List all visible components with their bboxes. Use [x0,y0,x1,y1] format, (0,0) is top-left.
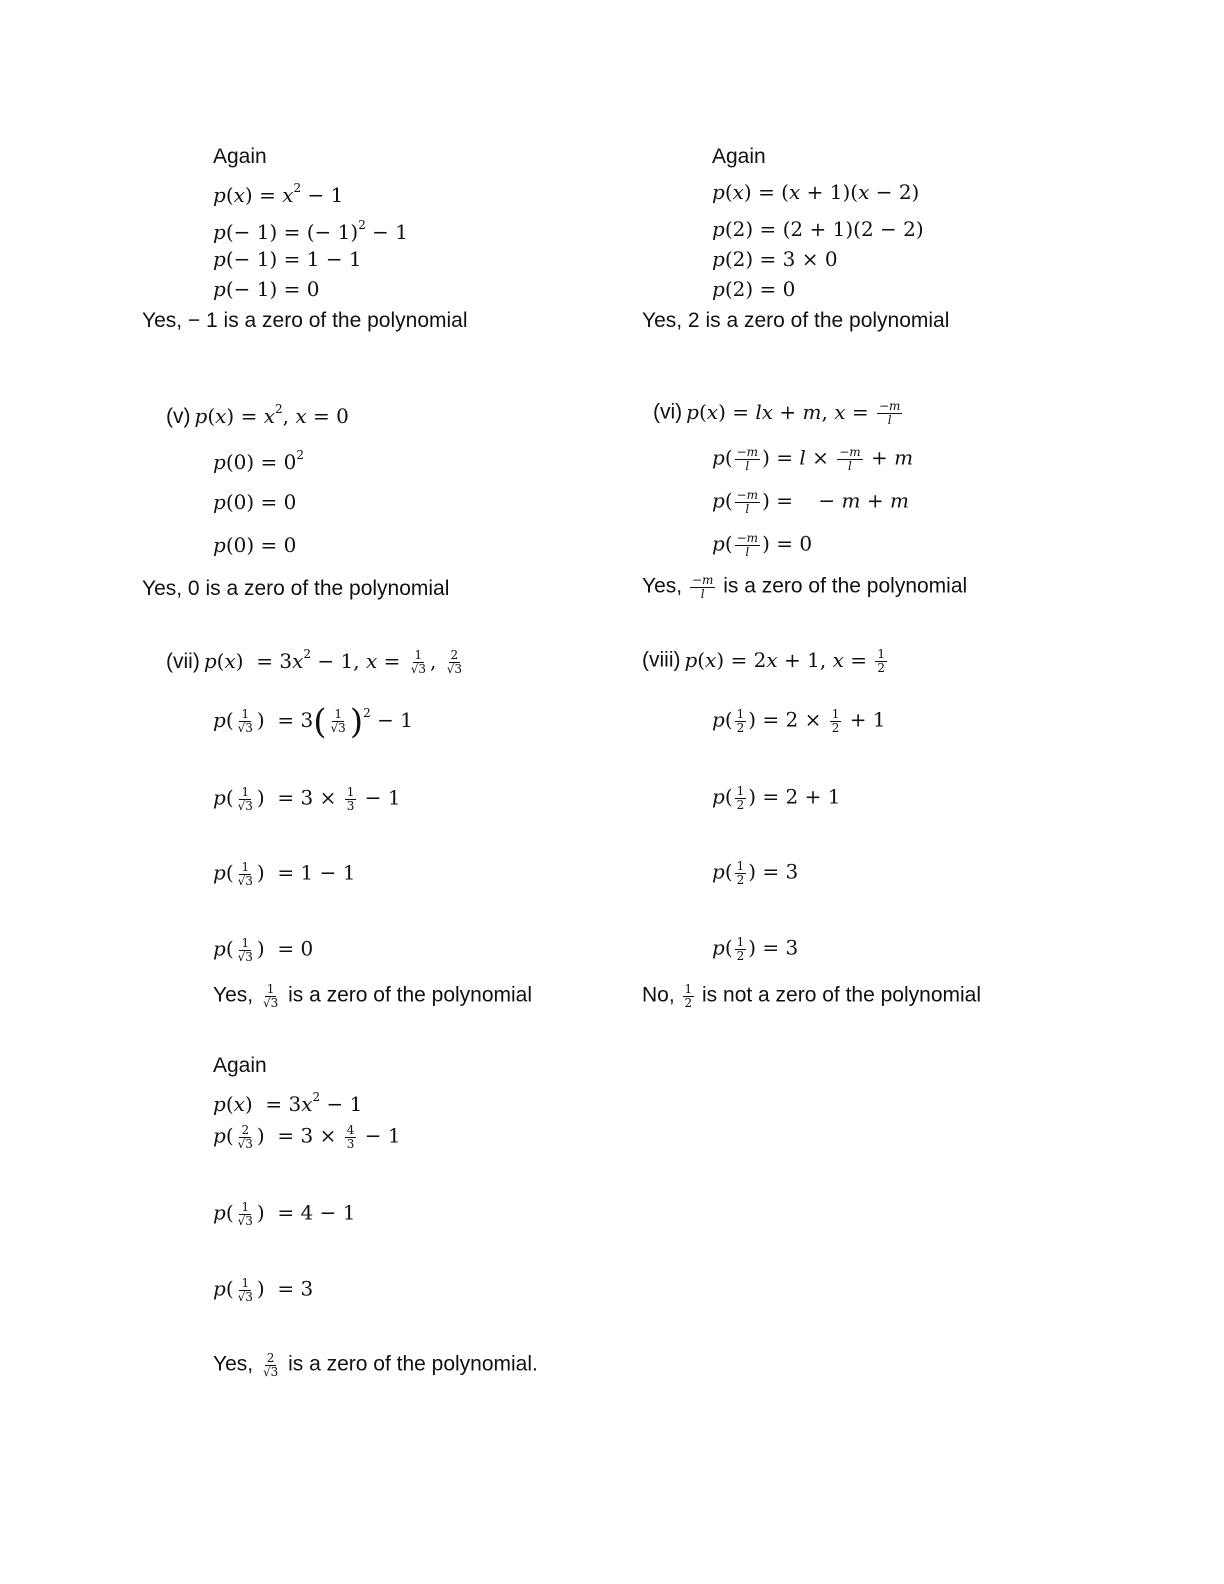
equation-line: p( $\frac{1}{√3}$ ) = 3 [213,1276,314,1304]
equation-line: p( $\frac{1}{2}$ ) = 2 × $\frac{1}{2}$ + 1 [712,707,886,735]
equation-line: p( $\frac{1}{2}$ ) = 2 + 1 [712,784,841,812]
heading-again: Again [712,145,766,168]
problem-statement: (vii) $p(x) = 3x^2 - 1$, x = $\frac{1}{√3}$ , $\frac{2}{√3}$ [166,647,462,676]
equation-line: p( $\frac{1}{2}$ ) = 3 [712,859,799,887]
problem-statement: (viii) p(x) = 2x + 1, x = $\frac{1}{2}$ [642,647,885,675]
zero-fraction: $\frac{1}{2}$ [684,982,693,1010]
conclusion-text: Yes, $\frac{2}{√3}$ is a zero of the polynomial. [213,1351,538,1379]
part-label: (viii) [642,648,681,672]
conclusion-text: Yes, $\frac{1}{√3}$ is a zero of the polynomial [213,982,533,1010]
equation-line: p(2) = 0 [712,277,796,301]
conclusion-text: No, $\frac{1}{2}$ is not a zero of the polynomial [642,982,982,1010]
zero-fraction: $\frac{1}{√3}$ [262,982,279,1010]
equation-line: p( $\frac{-m}{l}$ ) = 0 [712,531,813,559]
part-label: (vi) [653,400,683,424]
equation-line: p( $\frac{1}{2}$ ) = 3 [712,935,799,963]
equation-line: p( $\frac{1}{√3}$ ) = 0 [213,936,314,964]
part-label: (vii) [166,650,200,673]
conclusion-text: Yes, $\frac{-m}{l}$ is a zero of the polynomial [642,573,968,601]
conclusion-text: Yes, 0 is a zero of the polynomial [142,577,450,600]
equation-line: p( $\frac{-m}{l}$ ) = − m + m [712,488,909,516]
conclusion-text: Yes, − 1 is a zero of the polynomial [142,309,468,332]
heading-again: Again [213,145,267,168]
equation-line: $p(0) = 0^2$ [213,448,304,474]
equation-line: p( $\frac{1}{√3}$ ) = 3 × $\frac{1}{3}$ − 1 [213,785,401,813]
equation-line: $p(x) = 3x^2 - 1$ [213,1090,363,1116]
equation-line: p( $\frac{1}{√3}$ ) = 4 − 1 [213,1200,356,1228]
equation-line: p(− 1) = 0 [213,277,320,301]
equation-line: $p(x) = x^2 - 1$ [213,181,344,207]
equation-line: p(0) = 0 [213,490,297,514]
problem-statement: (v) $p(x) = x^2$, x = 0 [166,402,349,428]
equation-line: p( $\frac{1}{√3}$ ) = 3( $\frac{1}{√3}$ )$^2$ − 1 [213,702,413,742]
conclusion-text: Yes, 2 is a zero of the polynomial [642,309,950,332]
zero-fraction: $\frac{-m}{l}$ [691,573,714,601]
equation-line: p(− 1) = 1 − 1 [213,247,362,271]
equation-line: p( $\frac{1}{√3}$ ) = 1 − 1 [213,860,356,888]
part-label: (v) [166,405,191,428]
problem-statement: (vi) p(x) = lx + m, x = $\frac{-m}{l}$ [653,399,901,427]
equation-line: p( $\frac{-m}{l}$ ) = l × $\frac{-m}{l}$ + m [712,445,914,473]
equation-line: p(2) = 3 × 0 [712,247,838,271]
heading-again: Again [213,1054,267,1077]
equation-line: p(2) = (2 + 1)(2 − 2) [712,217,924,241]
equation-line: p( $\frac{2}{√3}$ ) = 3 × $\frac{4}{3}$ − 1 [213,1123,401,1151]
zero-fraction: $\frac{2}{√3}$ [262,1351,279,1379]
equation-line: p(− 1) = (− 1)$^2$ − 1 [213,218,409,244]
equation-line: p(x) = (x + 1)(x − 2) [712,180,920,204]
equation-line: p(0) = 0 [213,533,297,557]
